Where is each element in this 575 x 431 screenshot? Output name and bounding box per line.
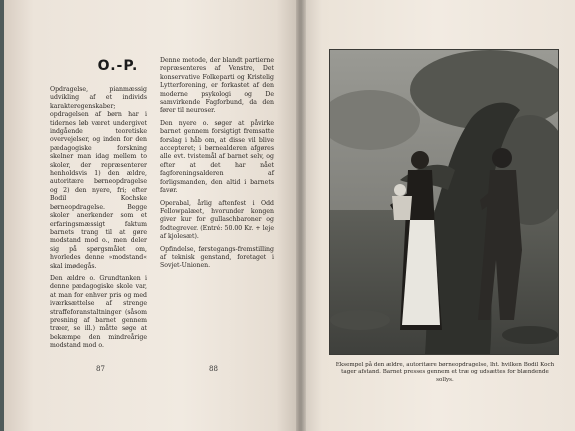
page-number: 88 xyxy=(209,365,218,373)
photograph-tree-scene-icon xyxy=(330,50,558,354)
paragraph: Den nyere o. søger at påvirke barnet gennem forsigtigt fremsatte forslag i håb om, at disse vil blive accepteret; i børnealderen afgøres alle evt. tvistemål af barnet selv, og efter at det har nået fagforeningsalderen af forligsmanden, den altid i barnets favør. xyxy=(160,119,274,195)
paragraph: Opfindelse, førstegangs-fremstilling af teknisk genstand, foretaget i Sovjet-Unionen. xyxy=(160,245,274,270)
book-gutter xyxy=(296,0,306,431)
paragraph: Operabal, årlig aftenfest i Odd Fellowpalæet, hvorunder kongen giver kur for gullaschbaroner og fodtegrever. (Entré: 50.00 Kr. + leje af kjolesæt). xyxy=(160,199,274,241)
page-number: 87 xyxy=(96,365,105,373)
paragraph: Denne metode, der blandt partierne repræsenteres af Venstre, Det konservative Folkeparti og Kristelig Lytterforening, er forkastet af den moderne psykologi og De samvirkende Fagforbund, da den fører til neuroser. xyxy=(160,57,274,115)
left-page xyxy=(4,0,300,431)
page-heading: O.-P. xyxy=(97,58,139,74)
paragraph: Opdragelse, pianmæssig udvikling af et individs karakteregenskaber; opdragelsen af børn har i tidernes løb været undergivet indgående teoretiske overvejelser, og inden for den pædagogiske forskning skelner man idag mellem to skoler, der repræsenterer henholdsvis 1) den ældre, autoritære børneopdragelse og 2) den nyere, fri; efter Bodil Kochske børneopdragelse. Begge skoler anerkender som et erfaringsmæssigt faktum barnets trang til at gøre modstand mod o., men deler sig på spørgsmålet om, hvorledes denne »modstand« skal imødegås. xyxy=(50,86,147,270)
text-column-right xyxy=(160,57,274,275)
photo-caption: Eksempel på den ældre, autoritære børneopdragelse, lht. hvilken Bodil Koch tager afstand. Barnet presses gennem et træ og udsættes for blændende sollys. xyxy=(335,362,555,383)
paragraph: Den ældre o. Grundtanken i denne pædagogiske skole var, at man for enhver pris og med iværksættelse af strenge straffeforanstaltninger (såsom presning af barnet gennem træer, se ill.) måtte søge at bekæmpe den mindreårige modstand mod o. xyxy=(50,274,147,350)
text-column-left xyxy=(50,86,147,355)
